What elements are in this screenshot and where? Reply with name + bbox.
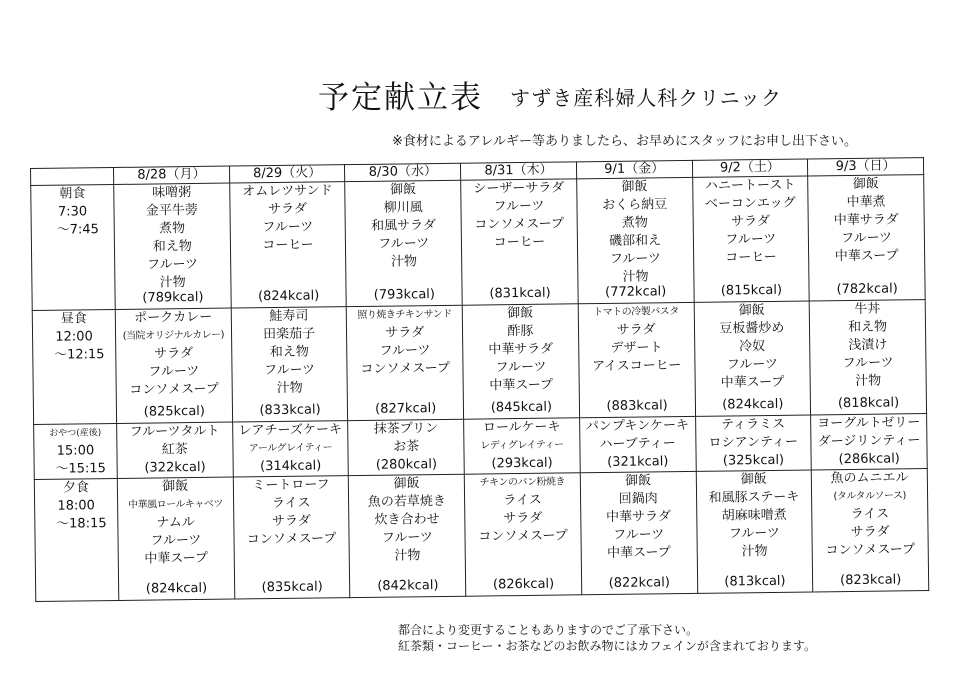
menu-cell	[578, 302, 695, 417]
menu-item: ポークカレー	[134, 309, 213, 326]
menu-item: フルーツ	[262, 219, 314, 236]
kcal-value: (824kcal)	[257, 288, 320, 305]
menu-item: 煮物	[159, 221, 186, 237]
day-header: 8/29（火）	[229, 165, 345, 183]
menu-item: 中華スープ	[144, 550, 209, 567]
menu-item: 金平牛蒡	[145, 202, 198, 219]
menu-items	[120, 478, 232, 569]
menu-item: 柳川風	[383, 200, 423, 216]
day-header: 9/1（金）	[576, 160, 692, 178]
menu-item: デザート	[610, 340, 663, 356]
allergy-note: ※食材によるアレルギー等ありましたら、お早めにスタッフにお申し出下さい。	[392, 134, 858, 149]
menu-cell	[347, 305, 464, 420]
kcal-value: (823kcal)	[840, 572, 902, 589]
menu-item: フルーツ	[495, 359, 547, 376]
meal-time: 12:00	[55, 329, 93, 345]
menu-item: 御飯	[507, 305, 534, 322]
menu-item: 浅漬け	[848, 337, 888, 354]
meal-name: 昼食	[60, 311, 87, 327]
menu-cell	[231, 307, 348, 422]
menu-items	[351, 420, 462, 457]
menu-items	[582, 417, 693, 454]
menu-item: 和風サラダ	[370, 218, 437, 234]
kcal-value: (314kcal)	[260, 458, 322, 475]
menu-item: フルーツ	[609, 251, 661, 267]
menu-item: トマトの冷製パスタ	[593, 306, 679, 319]
meal-time: 15:00	[56, 443, 95, 459]
menu-items	[466, 418, 577, 455]
menu-item: 紅茶	[161, 442, 188, 458]
menu-table	[30, 157, 929, 602]
menu-items	[581, 303, 693, 376]
menu-items	[812, 300, 924, 391]
meal-time: ～7:45	[56, 222, 99, 238]
day-header: 8/30（水）	[345, 163, 461, 181]
menu-cell	[811, 414, 927, 470]
menu-item: 御飯	[393, 476, 420, 492]
menu-item: 汁物	[390, 254, 418, 270]
menu-item: 豆板醤炒め	[719, 320, 785, 337]
kcal-value: (842kcal)	[377, 578, 439, 594]
menu-item: 和風豚ステーキ	[708, 489, 800, 506]
menu-cell	[692, 176, 809, 302]
menu-item: コンソメスープ	[360, 360, 451, 377]
menu-item: 汁物	[622, 269, 649, 285]
menu-items	[235, 476, 347, 549]
corner-cell	[31, 167, 114, 185]
menu-item: 回鍋肉	[618, 491, 658, 507]
menu-items	[116, 184, 228, 293]
menu-item: サラダ	[503, 510, 543, 527]
menu-item: 中華サラダ	[605, 509, 671, 525]
menu-item: ハニートースト	[704, 177, 796, 194]
kcal-value: (815kcal)	[720, 282, 783, 299]
menu-item: 御飯	[624, 473, 652, 489]
kcal-value: (789kcal)	[142, 289, 204, 306]
kcal-value: (833kcal)	[259, 402, 321, 419]
menu-items	[698, 416, 809, 453]
menu-item: コンソメスープ	[478, 528, 568, 545]
menu-item: フルーツ	[728, 525, 780, 542]
kcal-value: (825kcal)	[143, 403, 206, 420]
menu-item: 汁物	[159, 275, 186, 291]
meal-name: 夕食	[62, 480, 90, 496]
menu-item: サラダ	[616, 322, 656, 338]
menu-item: 中華スープ	[489, 377, 554, 394]
menu-cell	[233, 476, 350, 599]
menu-item: レディグレイティー	[480, 439, 564, 452]
menu-items	[463, 179, 575, 252]
day-header: 9/2（土）	[692, 159, 808, 177]
menu-item: 御飯	[740, 472, 767, 488]
meal-label	[34, 478, 118, 601]
menu-cell	[576, 177, 693, 303]
kcal-value: (813kcal)	[724, 573, 786, 590]
menu-cell	[464, 473, 581, 596]
menu-item: 御飯	[621, 179, 648, 195]
meal-name: 朝食	[59, 186, 86, 202]
menu-item: 抹茶プリン	[373, 421, 439, 437]
menu-cell	[462, 304, 579, 419]
menu-items	[465, 304, 577, 395]
menu-item: パンプキンケーキ	[585, 417, 689, 435]
menu-item: フルーツ	[842, 355, 894, 372]
menu-item: ロシアンティー	[708, 434, 799, 451]
menu-item: 魚のムニエル	[830, 470, 909, 487]
menu-item: 田楽茄子	[263, 326, 316, 343]
menu-item: 御飯	[389, 182, 417, 198]
menu-cell	[115, 308, 232, 423]
footer-note-caffeine: 紅茶類・コーヒー・お茶などのお飲み物にはカフェインが含まれております。	[398, 639, 816, 653]
menu-item: 和え物	[269, 344, 309, 361]
menu-items	[235, 421, 346, 458]
menu-item: サラダ	[850, 524, 890, 541]
day-header: 8/28（月）	[113, 166, 229, 184]
menu-item: シーザーサラダ	[473, 180, 565, 197]
menu-cell	[696, 470, 813, 593]
menu-cell	[114, 183, 231, 309]
menu-item: 御飯	[852, 176, 879, 192]
meal-time: 7:30	[57, 204, 88, 220]
menu-item: ナムル	[156, 515, 195, 531]
menu-cell	[811, 469, 928, 592]
menu-item: 和え物	[848, 319, 888, 336]
kcal-value: (321kcal)	[607, 454, 669, 470]
menu-item: (当院オリジナルカレー)	[122, 329, 225, 342]
footer-note-change: 都合により変更することもありますのでご了承下さい。	[398, 623, 699, 637]
menu-item: フルーツ	[263, 362, 316, 379]
menu-item: フルーツ	[381, 530, 433, 546]
menu-item: アイスコーヒー	[591, 358, 682, 375]
menu-item: ライス	[850, 506, 890, 522]
menu-item: ベーコンエッグ	[704, 195, 796, 212]
menu-cell	[464, 418, 580, 474]
menu-item: サラダ	[271, 513, 311, 530]
meal-label	[32, 309, 116, 424]
menu-item: 中華スープ	[606, 545, 671, 561]
menu-item: 汁物	[394, 548, 421, 564]
menu-cell	[349, 474, 466, 597]
menu-cell	[694, 301, 811, 416]
menu-item: 御飯	[738, 303, 765, 319]
menu-item: コンソメスープ	[129, 381, 219, 398]
menu-item: 味噌粥	[152, 185, 192, 201]
kcal-value: (782kcal)	[836, 281, 898, 298]
menu-item: 中華サラダ	[488, 341, 554, 358]
menu-item: ミートローフ	[252, 477, 330, 494]
kcal-value: (772kcal)	[605, 284, 667, 300]
menu-item: (タルタルソース)	[833, 490, 906, 503]
menu-items	[348, 181, 460, 272]
menu-item: フルーツ	[493, 198, 545, 215]
menu-cell	[579, 416, 695, 472]
menu-item: お茶	[393, 439, 420, 455]
menu-items	[119, 423, 230, 460]
breakfast-row	[31, 175, 925, 311]
menu-item: ロールケーキ	[482, 419, 561, 436]
kcal-value: (845kcal)	[490, 399, 553, 416]
menu-item: アールグレイティー	[248, 442, 333, 455]
menu-item: 汁物	[741, 544, 768, 560]
meal-time: ～18:15	[56, 516, 107, 532]
menu-item: サラダ	[731, 213, 771, 230]
kcal-value: (827kcal)	[375, 401, 437, 417]
menu-item: フルーツ	[725, 231, 777, 248]
menu-item: フルーツ	[150, 532, 202, 549]
page-title: 予定献立表	[318, 80, 483, 116]
kcal-value: (835kcal)	[261, 579, 323, 596]
menu-cell	[809, 300, 926, 415]
menu-item: ライス	[503, 492, 542, 509]
menu-items	[813, 414, 924, 451]
menu-cell	[117, 477, 234, 600]
day-header: 8/31（木）	[461, 162, 577, 180]
menu-item: ダージリンティー	[817, 433, 921, 450]
kcal-value: (818kcal)	[837, 395, 900, 412]
menu-items	[583, 472, 695, 563]
menu-item: コンソメスープ	[825, 542, 916, 559]
kcal-value: (286kcal)	[838, 451, 900, 468]
menu-items	[232, 182, 344, 255]
menu-item: コンソメスープ	[474, 216, 565, 233]
menu-items	[351, 475, 463, 566]
meal-name: おやつ(産後)	[49, 428, 102, 439]
menu-item: フルーツ	[613, 527, 665, 543]
menu-item: コーヒー	[493, 234, 546, 251]
kcal-value: (883kcal)	[606, 398, 668, 414]
footer-notes	[398, 622, 816, 654]
menu-item: 磯部和え	[609, 233, 662, 249]
menu-item: 中華サラダ	[833, 212, 899, 229]
menu-items	[233, 307, 345, 398]
meal-label	[31, 184, 116, 310]
menu-item: 煮物	[621, 215, 648, 231]
menu-item: フルーツ	[840, 230, 893, 247]
menu-item: レアチーズケーキ	[238, 422, 343, 439]
menu-items	[810, 175, 922, 266]
kcal-value: (280kcal)	[375, 457, 438, 473]
menu-item: サラダ	[385, 325, 425, 341]
menu-item: チキンのパン粉焼き	[479, 476, 566, 489]
menu-items	[696, 302, 808, 393]
menu-item: 酢豚	[507, 323, 534, 340]
menu-items	[579, 178, 691, 287]
menu-items	[118, 309, 230, 400]
menu-cell	[580, 471, 697, 594]
meal-time: ～12:15	[53, 347, 105, 363]
menu-item: ヨーグルトゼリー	[817, 415, 921, 432]
menu-item: ライス	[271, 495, 311, 512]
menu-item: フルーツ	[378, 236, 430, 252]
menu-item: サラダ	[268, 201, 308, 218]
kcal-value: (325kcal)	[722, 452, 785, 469]
menu-item: 中華風ロールキャベツ	[127, 498, 223, 511]
menu-items	[698, 471, 810, 562]
menu-item: ハーブティー	[599, 436, 676, 453]
menu-item: オムレツサンド	[242, 183, 333, 200]
menu-item: おくら納豆	[602, 197, 668, 214]
menu-item: 中華スープ	[834, 248, 899, 265]
menu-cell	[345, 180, 462, 306]
meal-time: 18:00	[57, 498, 95, 514]
kcal-value: (826kcal)	[492, 576, 555, 593]
menu-item: 御飯	[162, 479, 189, 495]
kcal-value: (293kcal)	[491, 455, 553, 472]
clinic-name: すずき産科婦人科クリニック	[510, 86, 782, 110]
menu-items	[695, 177, 807, 268]
kcal-value: (831kcal)	[489, 285, 551, 302]
menu-cell	[461, 179, 578, 305]
menu-item: フルーツ	[146, 256, 199, 273]
kcal-value: (793kcal)	[373, 287, 436, 303]
menu-items	[814, 469, 926, 560]
kcal-value: (322kcal)	[144, 459, 206, 476]
menu-item: 胡麻味噌煮	[721, 507, 787, 524]
menu-cell	[117, 422, 233, 478]
menu-item: 照り焼きチキンサンド	[357, 308, 452, 322]
kcal-value: (824kcal)	[722, 396, 784, 413]
menu-cell	[695, 415, 811, 471]
menu-item: ティラミス	[720, 416, 786, 433]
menu-item: 炊き合わせ	[374, 512, 440, 528]
menu-item: 冷奴	[739, 339, 766, 355]
menu-item: 中華煮	[846, 194, 886, 211]
menu-item: 牛丼	[854, 301, 881, 317]
menu-item: 魚の若草焼き	[367, 493, 446, 510]
menu-item: 和え物	[152, 239, 192, 255]
menu-items	[349, 306, 461, 379]
menu-item: フルーツ	[726, 356, 778, 373]
menu-item: フルーツ	[379, 343, 431, 359]
menu-item: コーヒー	[262, 237, 314, 254]
meal-label	[34, 423, 118, 479]
kcal-value: (822kcal)	[608, 575, 670, 591]
menu-item: 鮭寿司	[269, 308, 309, 325]
menu-item: フルーツ	[148, 363, 200, 380]
menu-cell	[808, 175, 925, 301]
menu-item: コンソメスープ	[246, 531, 337, 548]
menu-cell	[348, 419, 464, 475]
menu-cell	[229, 182, 346, 308]
menu-cell	[232, 421, 348, 477]
menu-item: 中華スープ	[720, 374, 785, 391]
lunch-row	[32, 300, 926, 425]
menu-item: 汁物	[855, 373, 882, 389]
kcal-value: (824kcal)	[145, 580, 208, 597]
menu-item: 汁物	[276, 380, 303, 397]
meal-time: ～15:15	[55, 461, 107, 477]
menu-item: フルーツタルト	[129, 423, 220, 440]
menu-item: コーヒー	[725, 249, 777, 266]
dinner-row	[34, 469, 928, 602]
menu-items	[467, 473, 579, 546]
day-header: 9/3（日）	[808, 158, 924, 176]
menu-item: サラダ	[154, 346, 194, 362]
